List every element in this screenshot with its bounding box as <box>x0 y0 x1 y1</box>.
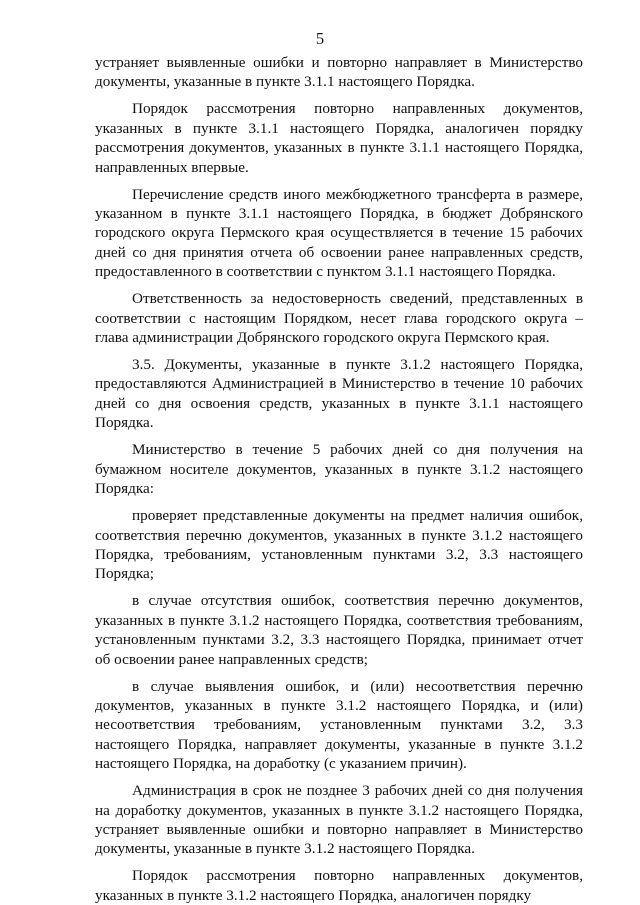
paragraph: Перечисление средств иного межбюджетного трансферта в размере, указанном в пункте 3.1.1 настоящего Порядка, в бюджет Добрянского городского округа Пермского края осуществляется в течение 15 рабочих дней со дня принятия отчета об освоении ранее направленных средств, предоставленного в соответствии с пунктом 3.1.1 настоящего Порядка. <box>95 185 583 281</box>
document-body <box>95 53 583 905</box>
page-number: 5 <box>315 29 325 48</box>
paragraph: Министерство в течение 5 рабочих дней со дня получения на бумажном носителе документов, указанных в пункте 3.1.2 настоящего Порядка: <box>95 441 583 498</box>
paragraph-list-item: в случае отсутствия ошибок, соответствия перечню документов, указанных в пункте 3.1.2 настоящего Порядка, соответствия требованиям, установленным пунктами 3.2, 3.3 настоящего Порядка, принимает отчет об освоении ранее направленных средств; <box>95 592 583 668</box>
paragraph-continuation: устраняет выявленные ошибки и повторно направляет в Министерство документы, указанные в пункте 3.1.1 настоящего Порядка. <box>95 54 583 91</box>
paragraph: Порядок рассмотрения повторно направленных документов, указанных в пункте 3.1.1 настоящего Порядка, аналогичен порядку рассмотрения документов, указанных в пункте 3.1.1 настоящего Порядка, направленных впервые. <box>95 100 583 176</box>
paragraph: Ответственность за недостоверность сведений, представленных в соответствии с настоящим Порядком, несет глава городского округа – глава администрации Добрянского городского округа Пермского края. <box>95 290 583 347</box>
paragraph-list-item: в случае выявления ошибок, и (или) несоответствия перечню документов, указанных в пункте 3.1.2 настоящего Порядка, и (или) несоответствия требованиям, установленным пунктами 3.2, 3.3 настоящего Порядка, направляет документы, указанные в пункте 3.1.2 настоящего Порядка, на доработку (с указанием причин). <box>95 677 583 773</box>
paragraph-list-item: проверяет представленные документы на предмет наличия ошибок, соответствия перечню документов, указанных в пункте 3.1.2 настоящего Порядка, требованиям, установленным пунктами 3.2, 3.3 настоящего Порядка; <box>95 507 583 583</box>
paragraph: 3.5. Документы, указанные в пункте 3.1.2 настоящего Порядка, предоставляются Администрацией в Министерство в течение 10 рабочих дней со дня освоения средств, указанных в пункте 3.1.1 настоящего Порядка. <box>95 356 583 432</box>
paragraph-truncated: Порядок рассмотрения повторно направленных документов, указанных в пункте 3.1.2 настоящего Порядка, аналогичен порядку <box>95 867 583 904</box>
paragraph: Администрация в срок не позднее 3 рабочих дней со дня получения на доработку документов, указанных в пункте 3.1.2 настоящего Порядка, устраняет выявленные ошибки и повторно направляет в Министерство документы, указанные в пункте 3.1.2 настоящего Порядка. <box>95 782 583 858</box>
